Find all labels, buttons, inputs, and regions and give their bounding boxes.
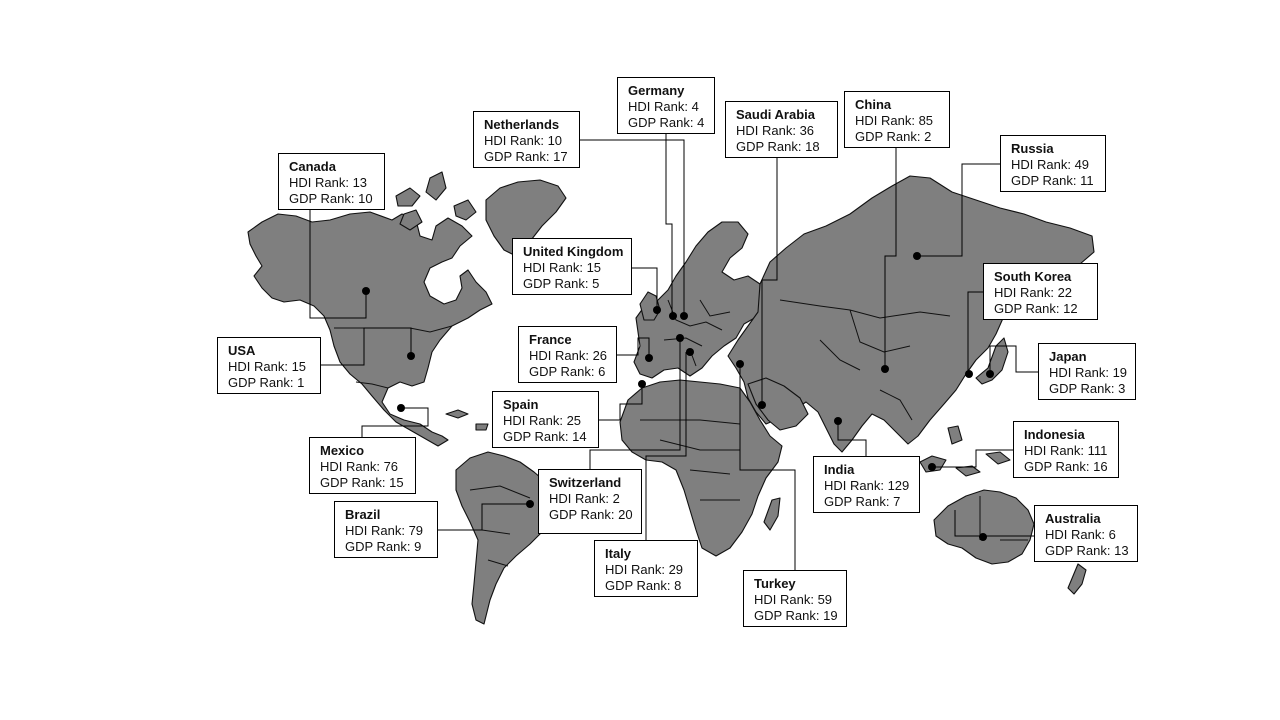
france-name: France (529, 332, 572, 347)
mexico-callout (309, 437, 416, 494)
germany-marker[interactable] (680, 312, 688, 320)
russia-callout (1000, 135, 1106, 192)
netherlands-hdi-rank: HDI Rank: 10 (484, 133, 563, 148)
france-callout (518, 326, 617, 383)
new-zealand-landmass (1068, 564, 1086, 594)
arctic-islands-landmass (396, 172, 476, 230)
australia-gdp-rank: GDP Rank: 13 (1045, 543, 1129, 558)
indonesia-marker[interactable] (928, 463, 936, 471)
france-gdp-rank: GDP Rank: 6 (529, 364, 606, 379)
madagascar-landmass (764, 498, 780, 530)
united-kingdom-name: United Kingdom (523, 244, 624, 259)
brazil-gdp-rank: GDP Rank: 9 (345, 539, 422, 554)
turkey-gdp-rank: GDP Rank: 19 (754, 608, 838, 623)
italy-name: Italy (605, 546, 632, 561)
australia-marker[interactable] (979, 533, 987, 541)
netherlands-gdp-rank: GDP Rank: 17 (484, 149, 568, 164)
switzerland-callout (538, 469, 642, 534)
australia-callout (1034, 505, 1138, 562)
france-marker[interactable] (645, 354, 653, 362)
south-korea-name: South Korea (994, 269, 1072, 284)
italy-callout (594, 540, 698, 597)
switzerland-hdi-rank: HDI Rank: 2 (549, 491, 620, 506)
australia-name: Australia (1045, 511, 1101, 526)
turkey-hdi-rank: HDI Rank: 59 (754, 592, 833, 607)
usa-name: USA (228, 343, 256, 358)
italy-hdi-rank: HDI Rank: 29 (605, 562, 684, 577)
india-callout (813, 456, 920, 513)
brazil-callout (334, 501, 438, 558)
germany-gdp-rank: GDP Rank: 4 (628, 115, 705, 130)
russia-gdp-rank: GDP Rank: 11 (1011, 173, 1094, 188)
spain-marker[interactable] (638, 380, 646, 388)
united-kingdom-callout (512, 238, 632, 295)
indonesia-hdi-rank: HDI Rank: 111 (1024, 443, 1108, 458)
china-marker[interactable] (881, 365, 889, 373)
south-korea-marker[interactable] (965, 370, 973, 378)
canada-hdi-rank: HDI Rank: 13 (289, 175, 368, 190)
spain-gdp-rank: GDP Rank: 14 (503, 429, 587, 444)
turkey-marker[interactable] (736, 360, 744, 368)
brazil-marker[interactable] (526, 500, 534, 508)
japan-callout (1038, 343, 1136, 400)
turkey-callout (743, 570, 847, 627)
italy-marker[interactable] (686, 348, 694, 356)
germany-callout (617, 77, 715, 134)
japan-gdp-rank: GDP Rank: 3 (1049, 381, 1126, 396)
united-kingdom-hdi-rank: HDI Rank: 15 (523, 260, 602, 275)
switzerland-marker[interactable] (676, 334, 684, 342)
turkey-name: Turkey (754, 576, 796, 591)
usa-callout (217, 337, 321, 394)
netherlands-marker[interactable] (669, 312, 677, 320)
brazil-name: Brazil (345, 507, 381, 522)
brazil-hdi-rank: HDI Rank: 79 (345, 523, 424, 538)
saudi-arabia-gdp-rank: GDP Rank: 18 (736, 139, 820, 154)
japan-marker[interactable] (986, 370, 994, 378)
france-hdi-rank: HDI Rank: 26 (529, 348, 608, 363)
canada-gdp-rank: GDP Rank: 10 (289, 191, 373, 206)
india-marker[interactable] (834, 417, 842, 425)
germany-hdi-rank: HDI Rank: 4 (628, 99, 699, 114)
australia-landmass (934, 490, 1034, 564)
mexico-marker[interactable] (397, 404, 405, 412)
spain-hdi-rank: HDI Rank: 25 (503, 413, 582, 428)
netherlands-callout (473, 111, 580, 168)
russia-name: Russia (1011, 141, 1054, 156)
india-hdi-rank: HDI Rank: 129 (824, 478, 910, 493)
saudi-arabia-marker[interactable] (758, 401, 766, 409)
indonesia-gdp-rank: GDP Rank: 16 (1024, 459, 1108, 474)
germany-name: Germany (628, 83, 685, 98)
netherlands-name: Netherlands (484, 117, 560, 132)
south-korea-callout (983, 263, 1098, 320)
saudi-arabia-callout (725, 101, 838, 158)
south-korea-hdi-rank: HDI Rank: 22 (994, 285, 1073, 300)
russia-marker[interactable] (913, 252, 921, 260)
japan-name: Japan (1049, 349, 1087, 364)
mexico-gdp-rank: GDP Rank: 15 (320, 475, 404, 490)
united-kingdom-marker[interactable] (653, 306, 661, 314)
china-name: China (855, 97, 892, 112)
south-korea-gdp-rank: GDP Rank: 12 (994, 301, 1078, 316)
canada-callout (278, 153, 385, 210)
russia-hdi-rank: HDI Rank: 49 (1011, 157, 1090, 172)
japan-hdi-rank: HDI Rank: 19 (1049, 365, 1128, 380)
usa-marker[interactable] (407, 352, 415, 360)
spain-callout (492, 391, 599, 448)
canada-name: Canada (289, 159, 336, 174)
saudi-arabia-name: Saudi Arabia (736, 107, 815, 122)
china-callout (844, 91, 950, 148)
usa-hdi-rank: HDI Rank: 15 (228, 359, 307, 374)
china-gdp-rank: GDP Rank: 2 (855, 129, 932, 144)
indonesia-name: Indonesia (1024, 427, 1085, 442)
usa-gdp-rank: GDP Rank: 1 (228, 375, 305, 390)
china-hdi-rank: HDI Rank: 85 (855, 113, 934, 128)
saudi-arabia-hdi-rank: HDI Rank: 36 (736, 123, 815, 138)
united-kingdom-gdp-rank: GDP Rank: 5 (523, 276, 600, 291)
switzerland-gdp-rank: GDP Rank: 20 (549, 507, 633, 522)
switzerland-name: Switzerland (549, 475, 622, 490)
italy-gdp-rank: GDP Rank: 8 (605, 578, 682, 593)
mexico-hdi-rank: HDI Rank: 76 (320, 459, 399, 474)
india-gdp-rank: GDP Rank: 7 (824, 494, 901, 509)
australia-hdi-rank: HDI Rank: 6 (1045, 527, 1116, 542)
india-name: India (824, 462, 855, 477)
mexico-name: Mexico (320, 443, 365, 458)
canada-marker[interactable] (362, 287, 370, 295)
indonesia-callout (1013, 421, 1119, 478)
spain-name: Spain (503, 397, 539, 412)
